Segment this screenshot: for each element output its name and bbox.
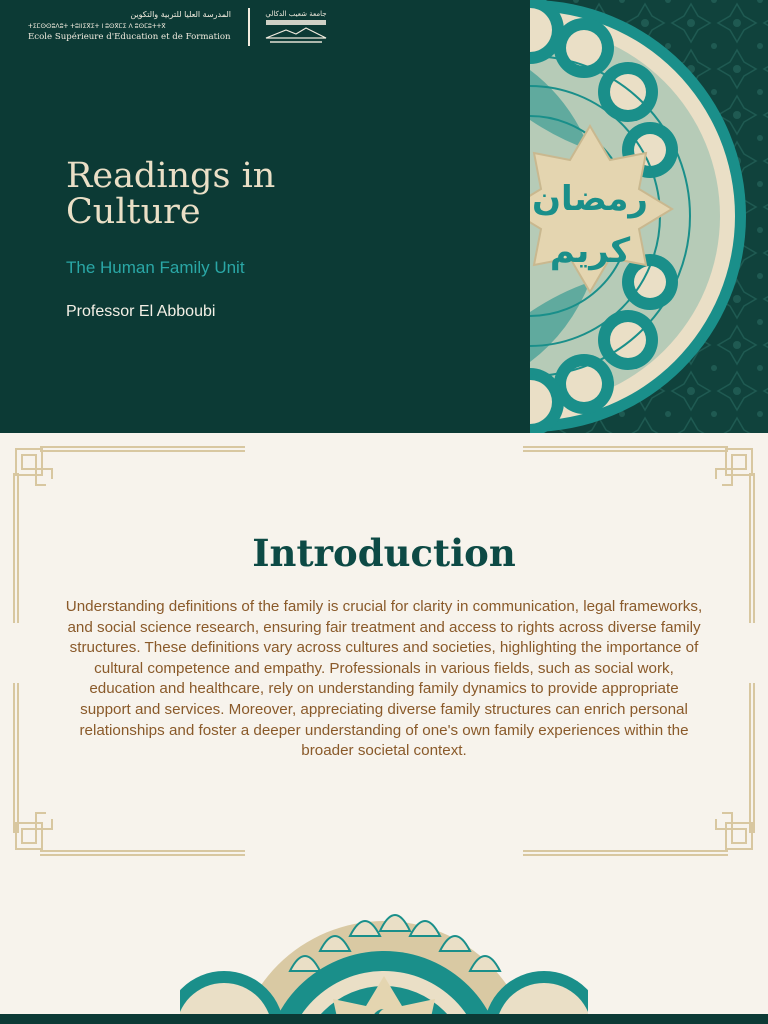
logo-french-text: Ecole Supérieure d'Education et de Formation: [28, 32, 231, 42]
ramadan-text-line1: رمضان: [532, 179, 648, 219]
presentation-subtitle: The Human Family Unit: [66, 258, 245, 277]
introduction-body-text: Understanding definitions of the family is crucial for clarity in communication, legal frameworks, and social science research, ensuring fair treatment and access to rights across diverse family structures. These definitions vary across cultures and societies, highlighting the importance of cultural competence and empathy. Professionals in various fields, such as social work, education and healthcare, rely on understanding family dynamics to provide appropriate support and services. Moreover, appreciating diverse family structures can enrich personal relationships and foster a deeper understanding of one's own family experiences within the broader societal context.: [65, 598, 703, 760]
logo-arabic-text: المدرسة العليا للتربية والتكوين: [130, 10, 231, 19]
logo-separator: [248, 8, 250, 46]
logo-tifinagh-text: ⵜⵉⵎⵙⵙⵓⴷⵓⵜ ⵜⵓⵏⵏⵉⴳⵉⵜ ⵏ ⵓⵙⴳⵎⵉ ⴷ ⵓⵙⵎⵓⵜⵜⴳ: [28, 23, 166, 30]
introduction-heading: Introduction: [252, 531, 516, 575]
introduction-slide: [0, 433, 768, 1024]
presenter-name: Professor El Abboubi: [66, 303, 216, 320]
title-slide: [0, 0, 768, 433]
school-logo: [28, 8, 234, 42]
university-logo: [264, 8, 328, 46]
presentation-title: Readings in Culture: [66, 156, 276, 232]
bottom-band: [0, 1014, 768, 1024]
institution-logos: [28, 8, 328, 46]
ramadan-ornament-panel: [530, 0, 768, 433]
bottom-mandala-decoration: [180, 881, 588, 1024]
university-arabic-text: جامعة شعيب الدكالي: [265, 10, 327, 18]
ramadan-text-line2: كريم: [549, 231, 631, 271]
